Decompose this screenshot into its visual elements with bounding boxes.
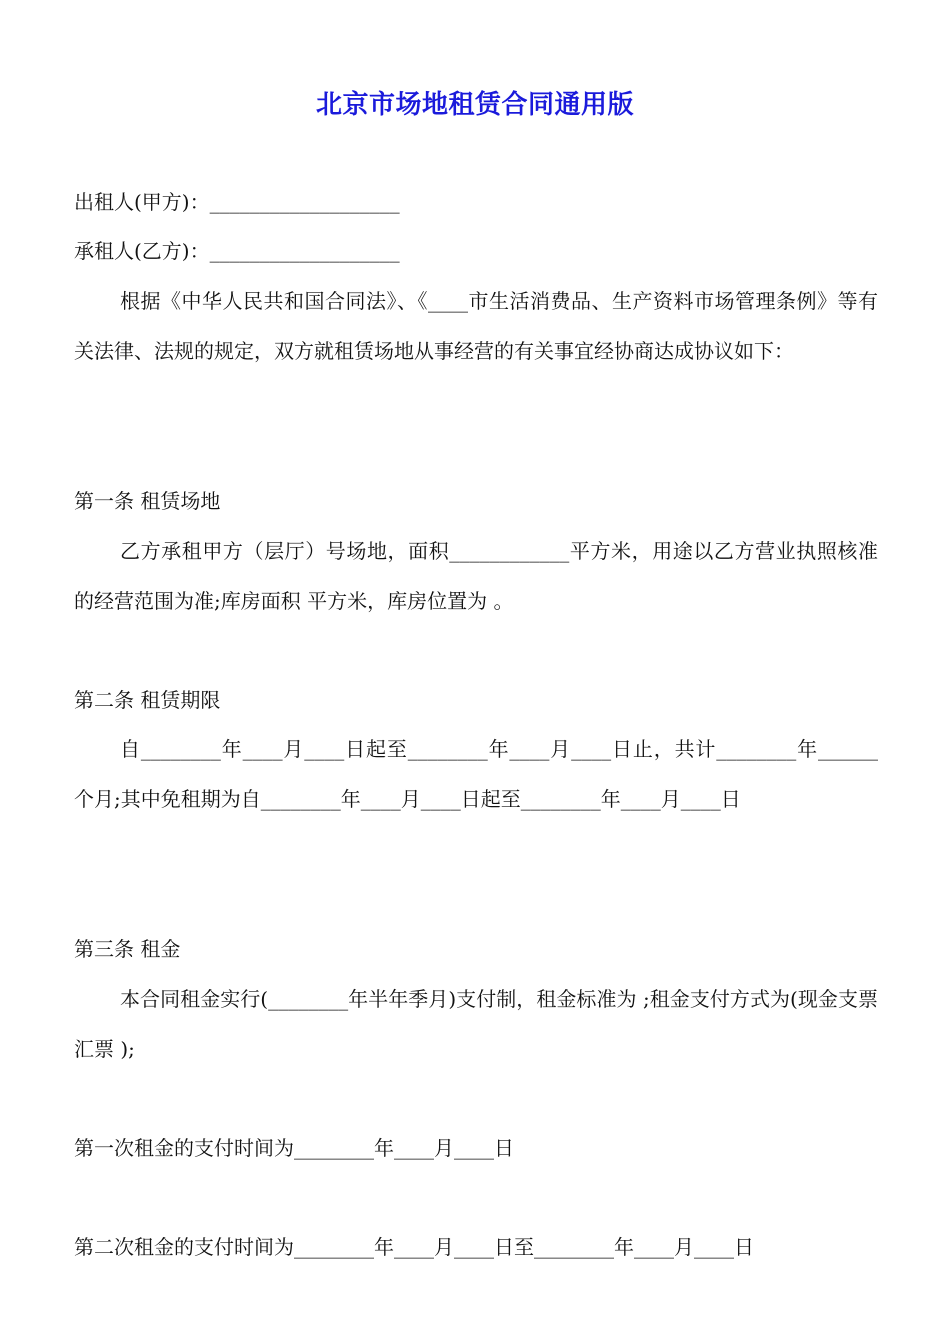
lessee-line: 承租人(乙方)：___________________: [74, 239, 400, 263]
document-title: 北京市场地租赁合同通用版: [315, 90, 634, 120]
payment1-line: 第一次租金的支付时间为________年____月____日: [74, 1136, 514, 1160]
article2-heading: 第二条 租赁期限: [74, 688, 221, 712]
intro-paragraph: 根据《中华人民共和国合同法》、《____市生活消费品、生产资料市场管理条例》等有关法律、法规的规定，双方就租赁场地从事经营的有关事宜经协商达成协议如下：: [74, 289, 878, 363]
payment2-line: 第二次租金的支付时间为________年____月____日至________年____月____日: [74, 1235, 754, 1259]
article2-body: 自________年____月____日起至________年____月____日止，共计________年______个月;其中免租期为自________年____月____日起至________年____月____日: [74, 737, 878, 811]
article1-heading: 第一条 租赁场地: [74, 489, 221, 513]
article3-heading: 第三条 租金: [74, 937, 181, 961]
article3-body: 本合同租金实行(________年半年季月)支付制，租金标准为 ;租金支付方式为(现金支票汇票 );: [74, 987, 878, 1061]
article1-body: 乙方承租甲方（层厅）号场地，面积____________平方米，用途以乙方营业执照核准的经营范围为准;库房面积 平方米，库房位置为 。: [74, 539, 878, 613]
lessor-line: 出租人(甲方)：___________________: [74, 190, 400, 214]
